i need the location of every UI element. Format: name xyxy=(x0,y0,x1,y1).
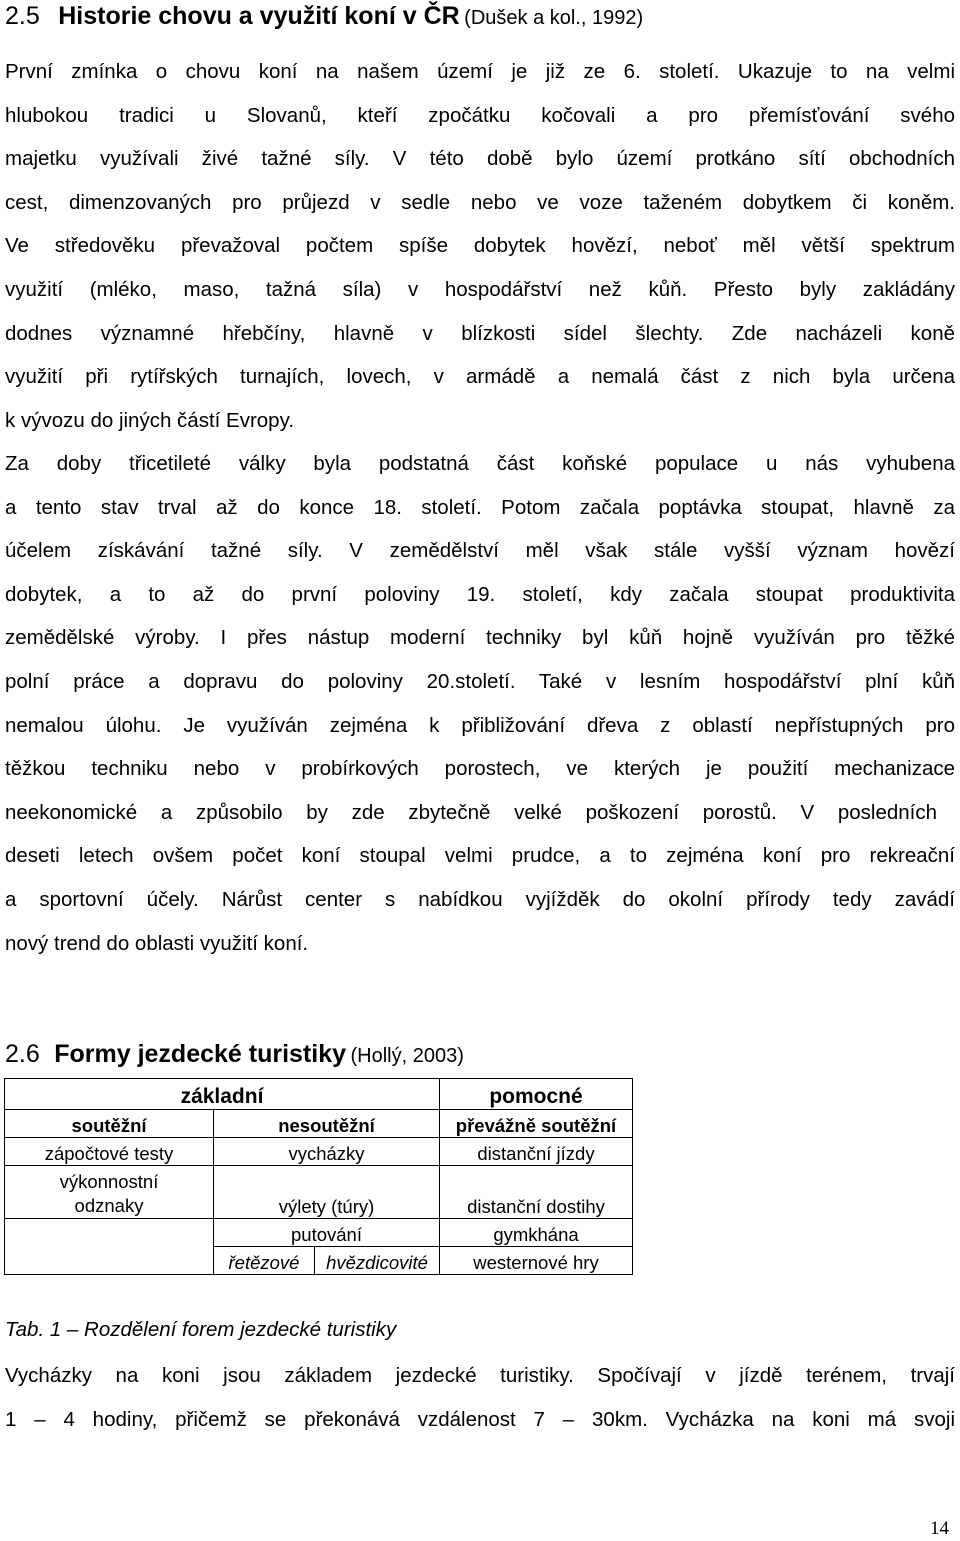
text-line: těžkou techniku nebo v probírkových porostech, ve kterých je použití mechanizace xyxy=(5,757,955,781)
table-cell: nesoutěžní xyxy=(214,1110,440,1138)
table-row xyxy=(5,1138,633,1166)
table-cell: převážně soutěžní xyxy=(440,1110,633,1138)
table-row xyxy=(5,1166,633,1219)
paragraph-history-2 xyxy=(5,442,955,965)
text-line: dobytek, a to až do první poloviny 19. století, kdy začala stoupat produktivita xyxy=(5,582,955,606)
section-title: Formy jezdecké turistiky xyxy=(54,1040,347,1068)
table-row xyxy=(5,1079,633,1110)
section-title: Historie chovu a využití koní v ČR xyxy=(58,2,460,30)
text-line: deseti letech ovšem počet koní stoupal velmi prudce, a to zejména koní pro rekreační xyxy=(5,844,955,868)
text-line: hlubokou tradici u Slovanů, kteří zpočátku kočovali a pro přemísťování svého xyxy=(5,103,955,127)
table-cell-line: výkonnostní xyxy=(59,1171,159,1192)
section-number: 2.6 xyxy=(5,1040,40,1068)
section-heading-2-5 xyxy=(5,2,643,31)
text-line: účelem získávání tažné síly. V zemědělství měl však stále vyšší význam hovězí xyxy=(5,539,955,563)
text-line: a tento stav trval až do konce 18. století. Potom začala poptávka stoupat, hlavně za xyxy=(5,495,955,519)
table-row xyxy=(5,1110,633,1138)
table-row xyxy=(5,1219,633,1247)
text-line: První zmínka o chovu koní na našem území je již ze 6. století. Ukazuje to na velmi xyxy=(5,60,955,83)
table-cell: westernové hry xyxy=(440,1247,633,1275)
table-header-pomocne: pomocné xyxy=(440,1079,633,1110)
table-cell: distanční dostihy xyxy=(440,1166,633,1219)
text-line: k vývozu do jiných částí Evropy. xyxy=(5,408,295,432)
table-cell: putování xyxy=(214,1219,440,1247)
table-cell: hvězdicovité xyxy=(315,1247,440,1275)
table-cell: gymkhána xyxy=(440,1219,633,1247)
table-cell: zápočtové testy xyxy=(5,1138,214,1166)
text-line: Ve středověku převažoval počtem spíše dobytek hovězí, neboť měl větší spektrum xyxy=(5,234,955,258)
text-line: neekonomické a způsobilo by zde zbytečně velké poškození porostů. V posledních xyxy=(5,800,938,824)
page-number: 14 xyxy=(930,1518,949,1539)
table-header-zakladni: základní xyxy=(5,1079,440,1110)
text-line: Za doby třicetileté války byla podstatná část koňské populace u nás vyhubena xyxy=(5,452,955,475)
text-line: polní práce a dopravu do poloviny 20.století. Také v lesním hospodářství plní kůň xyxy=(5,669,955,693)
text-line: využití při rytířských turnajích, lovech, v armádě a nemalá část z nich byla určena xyxy=(5,365,955,389)
text-line: dodnes významné hřebčíny, hlavně v blízkosti sídel šlechty. Zde nacházeli koně xyxy=(5,321,955,345)
text-line: nový trend do oblasti využití koní. xyxy=(5,931,309,955)
text-line: cest, dimenzovaných pro průjezd v sedle nebo ve voze taženém dobytkem či koněm. xyxy=(5,190,955,214)
section-citation: (Dušek a kol., 1992) xyxy=(464,7,644,29)
table-cell: řetězové xyxy=(214,1247,315,1275)
table-cell: soutěžní xyxy=(5,1110,214,1138)
table-caption: Tab. 1 – Rozdělení forem jezdecké turistiky xyxy=(5,1318,397,1341)
forms-table xyxy=(4,1078,633,1275)
table-cell: vycházky xyxy=(214,1138,440,1166)
paragraph-history-1 xyxy=(5,50,955,442)
table-cell xyxy=(5,1166,214,1219)
text-line: 1 – 4 hodiny, přičemž se překonává vzdálenost 7 – 30km. Vycházka na koni má svoji xyxy=(5,1407,955,1431)
section-heading-2-6 xyxy=(5,1040,464,1069)
section-citation: (Hollý, 2003) xyxy=(350,1045,464,1067)
table-cell-empty xyxy=(5,1219,214,1275)
text-line: nemalou úlohu. Je využíván zejména k přibližování dřeva z oblastí nepřístupných pro xyxy=(5,713,955,737)
paragraph-vychazky xyxy=(5,1354,955,1441)
text-line: a sportovní účely. Nárůst center s nabídkou vyjížděk do okolní přírody tedy zavádí xyxy=(5,887,955,911)
text-line: Vycházky na koni jsou základem jezdecké turistiky. Spočívají v jízdě terénem, trvají xyxy=(5,1364,955,1387)
table-cell: distanční jízdy xyxy=(440,1138,633,1166)
table-cell: výlety (túry) xyxy=(214,1166,440,1219)
text-line: majetku využívali živé tažné síly. V této době bylo území protkáno sítí obchodních xyxy=(5,147,955,171)
text-line: využití (mléko, maso, tažná síla) v hospodářství než kůň. Přesto byly zakládány xyxy=(5,277,955,301)
text-line: zemědělské výroby. I přes nástup moderní techniky byl kůň hojně využíván pro těžké xyxy=(5,626,955,650)
section-number: 2.5 xyxy=(5,2,40,30)
table-cell-line: odznaky xyxy=(74,1195,144,1216)
